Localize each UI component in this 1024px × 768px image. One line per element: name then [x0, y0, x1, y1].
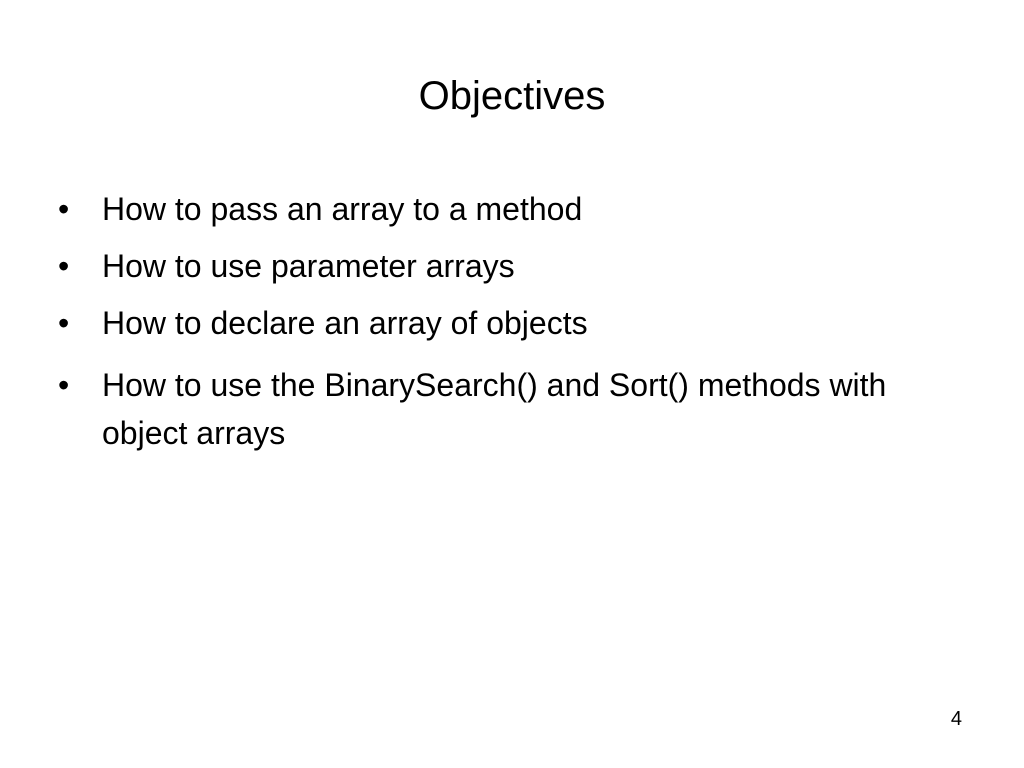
list-item-text: How to use the BinarySearch() and Sort() methods with object arrays [102, 367, 887, 451]
bullet-icon: • [58, 305, 70, 341]
list-item [58, 361, 938, 457]
list-item [58, 247, 938, 285]
list-item [58, 304, 938, 342]
page-number: 4 [950, 708, 962, 730]
bullet-icon: • [58, 191, 70, 227]
list-item-text: How to pass an array to a method [102, 191, 583, 227]
bullet-icon: • [58, 367, 70, 403]
objectives-list [58, 190, 938, 476]
list-item [58, 190, 938, 228]
list-item-text: How to declare an array of objects [102, 305, 588, 341]
list-item-text: How to use parameter arrays [102, 248, 515, 284]
bullet-icon: • [58, 248, 70, 284]
slide-title: Objectives [418, 74, 606, 118]
